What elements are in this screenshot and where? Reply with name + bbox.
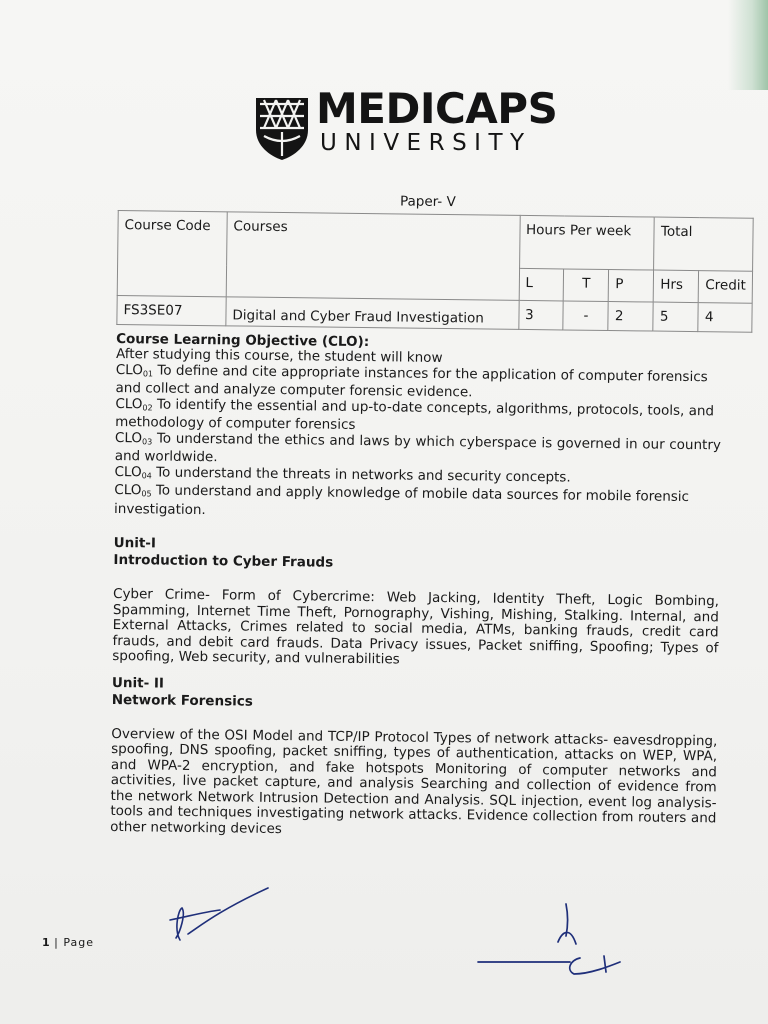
cell-l: 3 — [518, 300, 563, 330]
header-course-code: Course Code — [117, 211, 227, 297]
clo-label: CLO — [115, 395, 143, 412]
page-corner-edge — [728, 0, 768, 90]
logo-name: MEDICAPS — [316, 84, 558, 133]
page-label: Page — [63, 936, 94, 949]
cell-p: 2 — [608, 302, 653, 332]
unit-2-heading — [112, 674, 718, 715]
clo-text: To define and cite appropriate instances for the application of computer forensics and collect and analyze computer forensic evidence. — [115, 361, 708, 401]
unit-1-title: Introduction to Cyber Frauds — [113, 551, 334, 571]
header-credit: Credit — [699, 271, 753, 304]
clo-text: To understand the threats in networks and security concepts. — [151, 463, 571, 486]
document-body — [110, 190, 746, 842]
clo-number: 03 — [141, 436, 153, 446]
header-hrs: Hrs — [654, 270, 699, 303]
paper-title: Paper- V — [399, 193, 456, 211]
cell-t: - — [563, 301, 608, 331]
cell-course: Digital and Cyber Fraud Investigation — [226, 297, 519, 330]
signature-left — [160, 880, 280, 950]
unit-1-body: Cyber Crime- Form of Cybercrime: Web Jacking, Identity Theft, Logic Bombing, Spamming, Internet Time Theft, Pornography, Vishing, Mishing, Stalking. Internal, and External Attacks, Crimes related to social media, ATMs, banking frauds, credit card frauds, and debit card frauds. Data Privacy issues, Packet sniffing, Spoofing; Types of spoofing, Web security, and vulnerabilities — [112, 585, 720, 668]
header-p: P — [609, 270, 654, 303]
clo-intro: After studying this course, the student will know — [115, 345, 443, 366]
header-l: L — [519, 268, 564, 301]
signature-right — [470, 896, 640, 986]
table-header-row — [118, 211, 754, 272]
clo-number: 05 — [141, 489, 152, 499]
unit-2-title: Network Forensics — [111, 691, 253, 710]
header-hours-per-week: Hours Per week — [519, 215, 654, 270]
clo-number: 01 — [142, 368, 154, 378]
clo-label: CLO — [114, 463, 142, 480]
logo-subtitle: UNIVERSITY — [320, 130, 532, 156]
header-t: T — [564, 269, 609, 302]
clo-number: 04 — [141, 470, 152, 480]
cell-code: FS3SE07 — [117, 295, 226, 325]
page-number: 1 — [42, 936, 50, 949]
clo-label: CLO — [115, 361, 143, 378]
unit-1-label: Unit-I — [113, 534, 157, 552]
clo-item — [114, 483, 720, 524]
clo-text: To understand the ethics and laws by which cyberspace is governed in our country and worldwide. — [114, 429, 722, 466]
cell-hrs: 5 — [653, 302, 698, 332]
header-total: Total — [654, 217, 753, 271]
clo-label: CLO — [114, 429, 143, 446]
page-separator: | — [49, 936, 64, 949]
unit-1-heading — [113, 535, 719, 576]
header-courses: Courses — [226, 212, 520, 301]
clo-text: To understand and apply knowledge of mobile data sources for mobile forensic investigation. — [114, 482, 690, 518]
shield-logo-icon — [254, 96, 310, 162]
clo-list — [114, 347, 722, 524]
cell-credit: 4 — [698, 303, 752, 333]
clo-heading: Course Learning Objective (CLO): — [116, 330, 370, 351]
clo-number: 02 — [142, 402, 153, 412]
unit-2-label: Unit- II — [111, 674, 165, 692]
university-logo — [254, 84, 558, 166]
course-table — [116, 210, 753, 333]
unit-2-body: Overview of the OSI Model and TCP/IP Protocol Types of network attacks- eavesdropping, spoofing, DNS spoofing, packet sniffing, types of authentication, attacks on WEP, WPA, and WPA-2 encryption, and fake hotspots Monitoring of computer networks and activities, live packet capture, and analysis Searching and collection of evidence from the network Network Intrusion Detection and Analysis. SQL injection, event log analysis- tools and techniques investigating network attacks. Evidence collection from routers and other networking devices — [110, 725, 718, 837]
clo-text: To identify the essential and up-to-date concepts, algorithms, protocols, tools, and methodology of computer forensics — [115, 395, 715, 433]
clo-label: CLO — [114, 481, 142, 499]
page-footer — [42, 936, 94, 949]
